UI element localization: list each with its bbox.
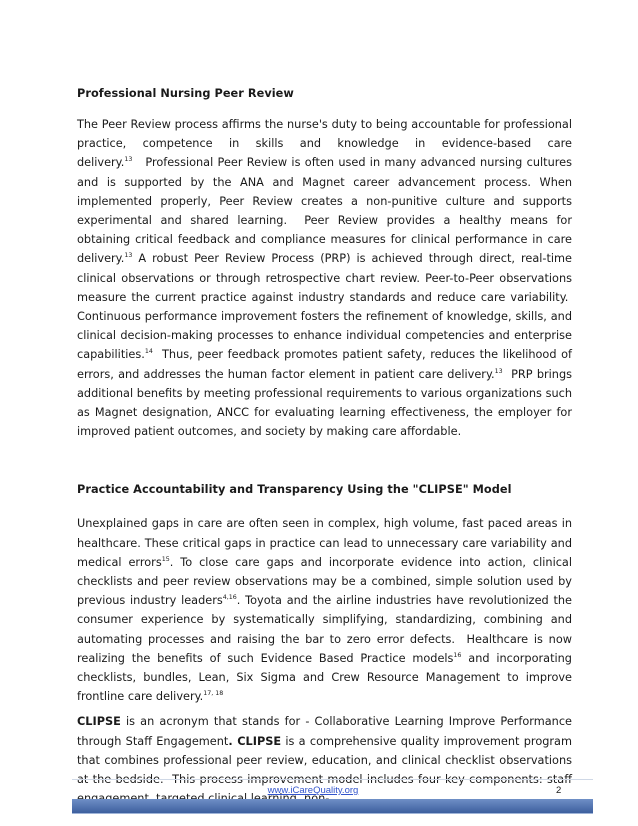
paragraph-text: . To close care gaps and incorporate evidence into action, clinical checklists and peer review observations may be a combined, simple solution used by previous industry leaders — [77, 555, 572, 608]
paragraph-text: A robust Peer Review Process (PRP) is achieved through direct, real-time clinical observations or through retrospective chart review. Peer-to-Peer observations measure the current practice against industry standards and reduce care variability. Continuous performance improvement fosters the refinement of knowledge, skills, and clinical decision-making processes to enhance individual competencies and enterprise capabilities. — [77, 252, 572, 362]
citation-superscript: 13 — [124, 156, 133, 164]
footer-bar — [72, 799, 593, 813]
paragraph-text: Unexplained gaps in care are often seen in complex, high volume, fast paced areas in healthcare. These critical gaps in practice can lead to unnecessary care variability and medical errors — [77, 517, 572, 569]
page-body — [77, 84, 572, 809]
paragraph-text: and incorporating checklists, bundles, Lean, Six Sigma and Crew Resource Management to improve frontline care delivery. — [77, 651, 572, 704]
paragraph-text: PRP brings additional benefits by meeting professional requirements to various organizations such as Magnet designation, ANCC for evaluating learning effectiveness, the employer for improved patient outcomes, and society by making care affordable. — [77, 367, 572, 439]
citation-superscript: 13 — [494, 367, 503, 375]
paragraph-text: is a comprehensive quality improvement program that combines professional peer review, education, and clinical checklist observations at the bedside. This process improvement model includes four key components: staff — [77, 734, 572, 787]
paragraph-text: Professional Peer Review is often used in many advanced nursing cultures and is supported by the ANA and Magnet career advancement process. When implemented properly, Peer Review creates a non-punitive culture and supports experimental and shared learning. Peer Review provides a healthy means for obtaining critical feedback and compliance measures for clinical performance in care delivery. — [77, 156, 572, 266]
paragraph-text: Thus, peer feedback promotes patient safety, reduces the likelihood of errors, and addresses the human factor element in patient care delivery. — [77, 348, 572, 381]
bold-term: CLIPSE — [77, 715, 121, 729]
footer-website-link[interactable]: www.iCareQuality.org — [267, 785, 359, 796]
citation-superscript: 13 — [124, 252, 133, 260]
bold-term: . CLIPSE — [228, 734, 282, 748]
section-heading-clipse-model: Practice Accountability and Transparency Using the "CLIPSE" Model — [77, 483, 512, 497]
citation-superscript: 16 — [453, 651, 462, 659]
paragraph-text: . Toyota and the airline industries have revolutionized the consumer experience by systematically simplifying, standardizing, combining and automating processes and raising the bar to zero error defects. Healthcare is now realizing the benefits of such Evidence Based Practice models — [77, 594, 572, 665]
citation-superscript: 14 — [144, 348, 153, 356]
paragraph-care-gaps — [77, 514, 572, 706]
page-number: 2 — [556, 785, 562, 796]
citation-superscript: 4,16 — [222, 594, 237, 602]
footer-divider — [72, 779, 593, 780]
paragraph-text: The Peer Review process affirms the nurse's duty to being accountable for professional practice, competence in skills and knowledge in evidence-based care delivery. — [77, 118, 572, 170]
paragraph-peer-review — [77, 115, 572, 441]
citation-superscript: 17, 18 — [203, 690, 224, 698]
citation-superscript: 15 — [161, 555, 170, 563]
paragraph-text: is an acronym that stands for - Collaborative Learning Improve Performance through Staff Engagement — [77, 715, 572, 748]
section-heading-peer-review: Professional Nursing Peer Review — [77, 87, 294, 100]
